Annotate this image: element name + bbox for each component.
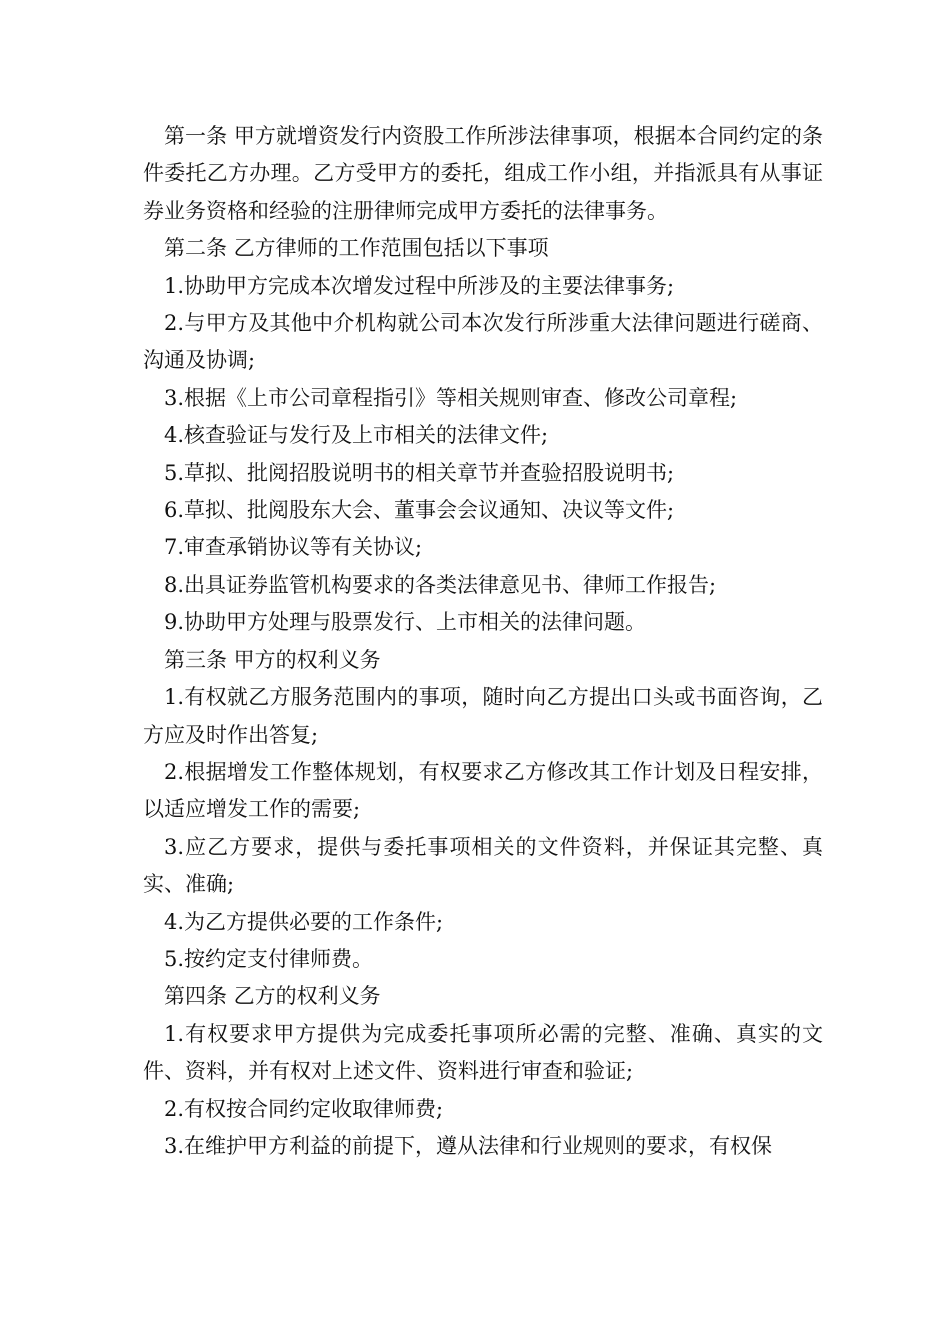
list-item: 4.核查验证与发行及上市相关的法律文件;	[164, 423, 549, 448]
list-item: 1.有权就乙方服务范围内的事项，随时向乙方提出口头或书面咨询，乙方应及时作出答复;	[143, 685, 823, 747]
list-item: 3.在维护甲方利益的前提下，遵从法律和行业规则的要求，有权保	[164, 1133, 773, 1158]
list-item: 9.协助甲方处理与股票发行、上市相关的法律问题。	[164, 610, 647, 635]
list-item: 6.草拟、批阅股东大会、董事会会议通知、决议等文件;	[164, 498, 675, 523]
list-item: 2.根据增发工作整体规划，有权要求乙方修改其工作计划及日程安排，以适应增发工作的需要;	[143, 759, 823, 822]
list-item: 8.出具证券监管机构要求的各类法律意见书、律师工作报告;	[164, 572, 717, 597]
list-item: 7.审查承销协议等有关协议;	[164, 535, 423, 560]
list-item: 3.应乙方要求，提供与委托事项相关的文件资料，并保证其完整、真实、准确;	[143, 834, 823, 897]
heading-article-4: 第四条 乙方的权利义务	[164, 984, 381, 1009]
list-item: 1.协助甲方完成本次增发过程中所涉及的主要法律事务;	[164, 273, 675, 298]
list-item: 5.草拟、批阅招股说明书的相关章节并查验招股说明书;	[164, 460, 675, 485]
list-item: 5.按约定支付律师费。	[164, 946, 374, 971]
paragraph-article-1: 第一条 甲方就增资发行内资股工作所涉法律事项，根据本合同约定的条件委托乙方办理。乙方受甲方的委托，组成工作小组，并指派具有从事证券业务资格和经验的注册律师完成甲方委托的法律事务。	[143, 124, 823, 223]
list-item: 2.与甲方及其他中介机构就公司本次发行所涉重大法律问题进行磋商、沟通及协调;	[143, 311, 823, 373]
document-body	[143, 118, 823, 1165]
heading-article-3: 第三条 甲方的权利义务	[164, 647, 381, 672]
list-item: 1.有权要求甲方提供为完成委托事项所必需的完整、准确、真实的文件、资料，并有权对上述文件、资料进行审查和验证;	[143, 1021, 823, 1084]
list-item: 2.有权按合同约定收取律师费;	[164, 1096, 444, 1121]
heading-article-2: 第二条 乙方律师的工作范围包括以下事项	[164, 236, 549, 261]
list-item: 4.为乙方提供必要的工作条件;	[164, 909, 444, 934]
list-item: 3.根据《上市公司章程指引》等相关规则审查、修改公司章程;	[164, 385, 738, 410]
